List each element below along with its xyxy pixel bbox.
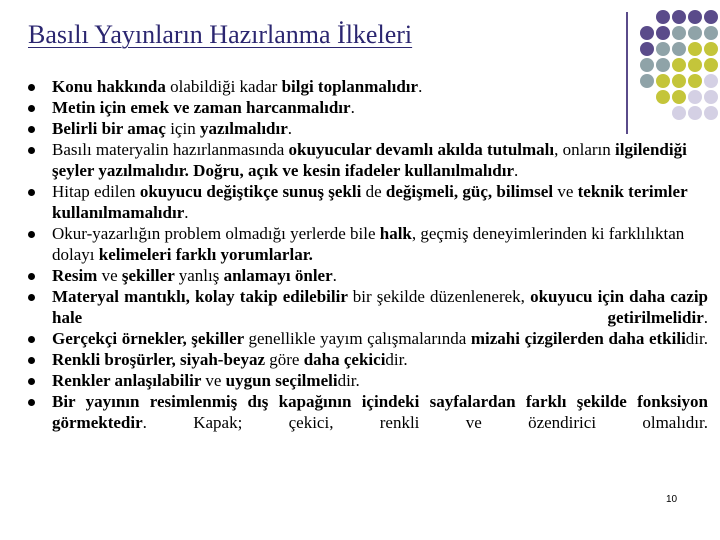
bullet-text: Gerçekçi örnekler, şekiller (52, 329, 249, 348)
bullet-text: okuyucular devamlı akılda tutulmalı (288, 140, 555, 159)
bullet-text: Belirli bir amaç (52, 119, 171, 138)
bullet-text: ilgilendiği şeyler yazılmalıdır. Doğru, açık ve kesin ifadeler kullanılmalıdır (52, 140, 687, 180)
bullet-text: Konu hakkında (52, 77, 171, 96)
bullet-item (24, 286, 708, 328)
bullet-text: olabildiği kadar (170, 77, 282, 96)
bullet-marker (28, 189, 35, 196)
bullet-text: Okur-yazarlığın problem olmadığı yerlerde bile (52, 224, 380, 243)
bullet-text: halk (379, 224, 412, 243)
bullet-text: okuyucu için daha cazip hale getirilmelidir (52, 287, 709, 327)
bullet-marker (28, 336, 35, 343)
bullet-marker (28, 273, 35, 280)
decorative-dot (656, 10, 670, 24)
bullet-text: kelimeleri farklı yorumlarlar. (98, 245, 313, 264)
bullet-item (24, 181, 708, 223)
bullet-item (24, 328, 708, 349)
bullet-text: dir. (385, 350, 408, 369)
bullet-text: . (332, 266, 337, 285)
bullet-text: . (287, 119, 293, 138)
decorative-dot (640, 58, 654, 72)
decorative-dot (688, 58, 702, 72)
decorative-dot (672, 10, 686, 24)
bullet-text: dir. (685, 329, 708, 348)
bullet-marker (28, 147, 35, 154)
bullet-text: ve (205, 371, 226, 390)
bullet-text: bir şekilde düzenlenerek, (352, 287, 531, 306)
bullet-text: Metin için emek ve zaman harcanmalıdır (52, 98, 351, 117)
bullet-item (24, 391, 708, 433)
decorative-dot (656, 58, 670, 72)
decorative-dot (640, 26, 654, 40)
bullet-marker (28, 357, 35, 364)
bullet-marker (28, 294, 35, 301)
bullet-text: . Kapak; çekici, renkli ve özendirici olmalıdır. (142, 413, 708, 432)
bullet-item (24, 349, 708, 370)
bullet-text: Hitap edilen (52, 182, 140, 201)
bullet-text: Basılı materyalin hazırlanmasında (52, 140, 289, 159)
bullet-text: bilgi toplanmalıdır (281, 77, 419, 96)
decorative-dot (672, 58, 686, 72)
bullet-text: . (184, 203, 189, 222)
bullet-marker (28, 126, 35, 133)
bullet-text: . (703, 308, 708, 327)
decorative-dot (656, 26, 670, 40)
bullet-text: de (365, 182, 386, 201)
bullet-list (24, 76, 708, 433)
decorative-dot (704, 10, 718, 24)
bullet-marker (28, 378, 35, 385)
bullet-text: Renkler anlaşılabilir (52, 371, 206, 390)
bullet-text: . (514, 161, 519, 180)
bullet-marker (28, 399, 35, 406)
bullet-text: Renkli broşürler, siyah-beyaz (52, 350, 270, 369)
bullet-text: Resim (52, 266, 102, 285)
bullet-text: ve (101, 266, 122, 285)
bullet-marker (28, 105, 35, 112)
bullet-text: göre (269, 350, 304, 369)
bullet-text: , geçmiş deneyimlerinden ki farklılıktan dolayı (52, 224, 685, 264)
bullet-marker (28, 84, 35, 91)
bullet-item (24, 265, 708, 286)
slide-title: Basılı Yayınların Hazırlanma İlkeleri (28, 20, 413, 49)
page-number: 10 (666, 494, 678, 505)
decorative-dot (672, 26, 686, 40)
bullet-text: değişmeli, güç, bilimsel (385, 182, 558, 201)
bullet-text: uygun seçilmeli (225, 371, 338, 390)
decorative-dot (688, 10, 702, 24)
bullet-text: genellikle yayım çalışmalarında (248, 329, 471, 348)
bullet-text: teknik terimler kullanılmamalıdır (52, 182, 688, 222)
bullet-text: . (418, 77, 423, 96)
decorative-dot (704, 26, 718, 40)
bullet-text: yazılmalıdır (199, 119, 288, 138)
bullet-text: mizahi çizgilerden daha etkili (470, 329, 686, 348)
decorative-dot (704, 42, 718, 56)
bullet-item (24, 118, 708, 139)
bullet-text: şekiller (121, 266, 179, 285)
bullet-item (24, 76, 708, 97)
bullet-item (24, 370, 708, 391)
decorative-dot (640, 42, 654, 56)
bullet-text: , onların (554, 140, 616, 159)
bullet-text: dir. (337, 371, 360, 390)
decorative-dot (688, 42, 702, 56)
bullet-text: ve (557, 182, 578, 201)
bullet-item (24, 139, 708, 181)
decorative-dot (688, 26, 702, 40)
bullet-item (24, 97, 708, 118)
bullet-item (24, 223, 708, 265)
bullet-text: daha çekici (303, 350, 386, 369)
bullet-text: . (350, 98, 355, 117)
bullet-text: yanlış (178, 266, 224, 285)
bullet-text: okuyucu değiştikçe sunuş şekli (139, 182, 366, 201)
decorative-dot (672, 42, 686, 56)
bullet-text: Materyal mantıklı, kolay takip edilebilir (52, 287, 353, 306)
bullet-text: için (170, 119, 200, 138)
decorative-dot (704, 58, 718, 72)
bullet-text: Bir yayının resimlenmiş dış kapağının içindeki sayfalardan farklı şekilde fonksiyon görmektedir (52, 392, 708, 432)
bullet-text: anlamayı önler (223, 266, 333, 285)
bullet-marker (28, 231, 35, 238)
decorative-dot (656, 42, 670, 56)
